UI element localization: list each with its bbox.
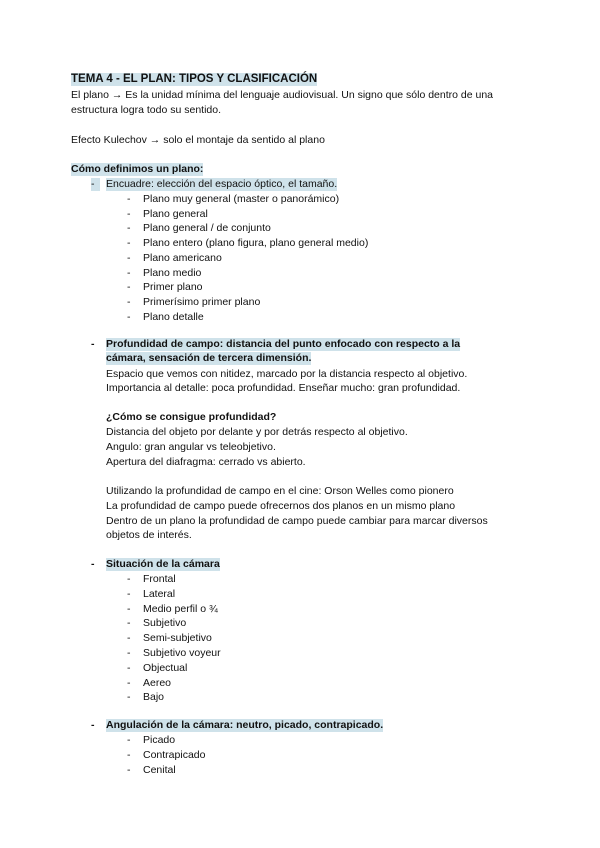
bullet-dash: - (127, 748, 131, 761)
list-item: Semi-subjetivo (143, 632, 212, 645)
bullet-dash: - (127, 573, 131, 585)
list-item: Subjetivo voyeur (143, 647, 221, 659)
bullet-dash: - (127, 691, 131, 704)
page-title: TEMA 4 - EL PLAN: TIPOS Y CLASIFICACIÓN (71, 73, 318, 85)
bullet-dash: - (127, 676, 131, 689)
bullet-dash: - (127, 661, 131, 674)
list-item: Contrapicado (143, 748, 206, 761)
bullet-dash: - (127, 734, 131, 746)
depth-cine-4: objetos de interés. (106, 529, 192, 541)
bullet-dash: - (127, 222, 131, 235)
list-item: Primerísimo primer plano (143, 295, 261, 308)
bullet-dash: - (127, 602, 131, 615)
list-item: Subjetivo (143, 617, 187, 630)
depth-heading-line-2: cámara, sensación de tercera dimensión. (106, 352, 312, 364)
bullet-dash: - (127, 295, 131, 308)
bullet-dash: - (127, 266, 131, 279)
depth-cine-1: Utilizando la profundidad de campo en el cine: Orson Welles como pionero (106, 485, 454, 497)
bullet-dash: - (91, 178, 100, 191)
bullet-dash: - (127, 237, 131, 250)
depth-how-3: Apertura del diafragma: cerrado vs abierto. (106, 456, 306, 468)
intro-line-1: El plano → Es la unidad mínima del lenguaje audiovisual. Un signo que sólo dentro de una (71, 89, 494, 101)
encuadre-line: Encuadre: elección del espacio óptico, el tamaño. (106, 178, 338, 190)
intro-line-2: estructura logra todo su sentido. (71, 104, 222, 116)
list-item: Frontal (143, 573, 176, 585)
bullet-dash: - (91, 338, 95, 350)
list-item: Plano entero (plano figura, plano general medio) (143, 237, 369, 250)
define-heading: Cómo definimos un plano: (71, 163, 204, 175)
bullet-dash: - (127, 617, 131, 630)
bullet-dash: - (127, 207, 131, 220)
list-item: Cenital (143, 763, 176, 776)
list-item: Primer plano (143, 281, 203, 294)
situation-heading: Situación de la cámara (106, 558, 220, 570)
angle-heading: Angulación de la cámara: neutro, picado, contrapicado. (106, 719, 384, 731)
list-item: Picado (143, 734, 176, 746)
depth-how-2: Angulo: gran angular vs teleobjetivo. (106, 441, 276, 453)
kulechov-line: Efecto Kulechov → solo el montaje da sentido al plano (71, 134, 325, 146)
bullet-dash: - (127, 251, 131, 264)
list-item: Plano americano (143, 251, 222, 264)
depth-subheading: ¿Cómo se consigue profundidad? (106, 411, 277, 423)
list-item: Plano detalle (143, 310, 204, 323)
depth-how-1: Distancia del objeto por delante y por detrás respecto al objetivo. (106, 426, 408, 438)
list-item: Plano general / de conjunto (143, 222, 271, 235)
bullet-dash: - (127, 632, 131, 645)
list-item: Medio perfil o ¾ (143, 602, 218, 615)
bullet-dash: - (91, 719, 95, 731)
depth-cine-3: Dentro de un plano la profundidad de campo puede cambiar para marcar diversos (106, 515, 488, 527)
list-item: Bajo (143, 691, 165, 704)
bullet-dash: - (91, 558, 95, 570)
list-item: Plano muy general (master o panorámico) (143, 193, 340, 205)
bullet-dash: - (127, 647, 131, 659)
list-item: Plano medio (143, 266, 202, 279)
list-item: Lateral (143, 587, 176, 600)
list-item: Objectual (143, 661, 188, 674)
depth-text-2: Importancia al detalle: poca profundidad. Enseñar mucho: gran profundidad. (106, 382, 461, 394)
bullet-dash: - (127, 763, 131, 776)
depth-text-1: Espacio que vemos con nitidez, marcado por la distancia respecto al objetivo. (106, 368, 468, 380)
bullet-dash: - (127, 310, 131, 323)
depth-heading-line-1: Profundidad de campo: distancia del punto enfocado con respecto a la (106, 338, 461, 350)
bullet-dash: - (127, 281, 131, 294)
bullet-dash: - (127, 193, 131, 205)
list-item: Aereo (143, 676, 172, 689)
depth-cine-2: La profundidad de campo puede ofrecernos dos planos en un mismo plano (106, 500, 456, 512)
bullet-dash: - (127, 587, 131, 600)
list-item: Plano general (143, 207, 208, 220)
